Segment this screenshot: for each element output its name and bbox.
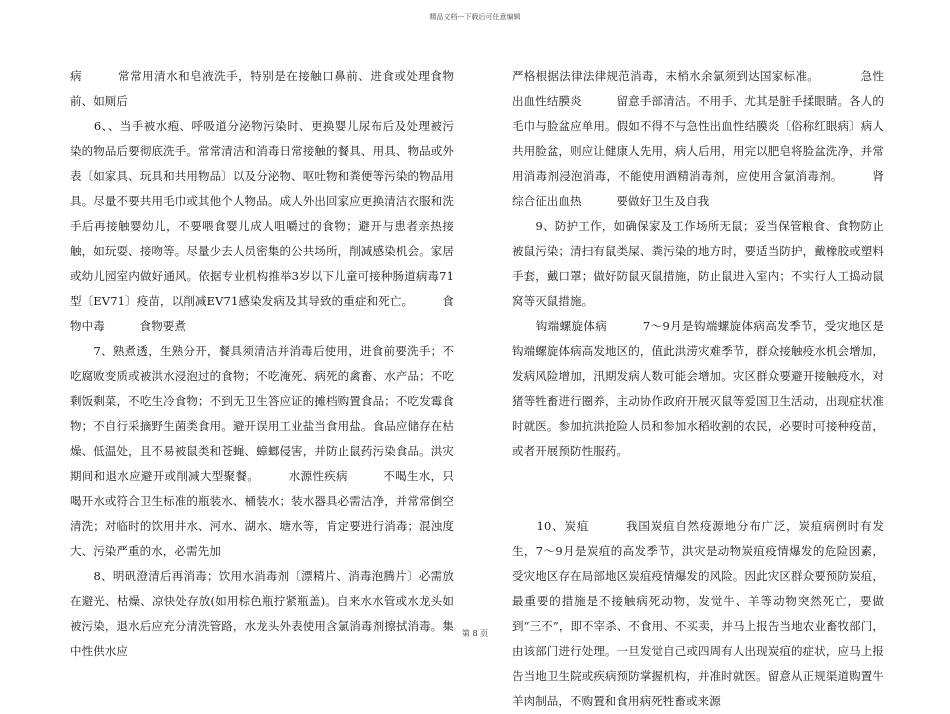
- paragraph: 10、炭疽 我国炭疽自然疫源地分布广泛，炭疽病例时有发生，7～9月是炭疽的高发季节，洪灾是动物炭疽疫情爆发的危险因素，受灾地区存在局部地区炭疽疫情爆发的风险。因此灾区群众要预防炭疽，最重要的措施是不接触病死动物，发觉牛、羊等动物突然死亡，要做到“三不”，即不宰杀、不食用、不买卖，并马上报告当地农业畜牧部门，由该部门进行处理。一旦发觉自己或四周有人出现炭疽的症状，应马上报告当地卫生院或疾病预防掌握机构，并准时就医。留意从正规渠道购置牛羊肉制品，不购置和食用病死牲畜或来源: [512, 519, 884, 708]
- page-header: 精品文档---下载后可任意编辑: [429, 13, 521, 21]
- paragraph: 钩端螺旋体病 7～9月是钩端螺旋体病高发季节，受灾地区是钩端螺旋体病高发地区的，值此洪涝灾难季节，群众接触疫水机会增加，发病风险增加，汛期发病人数可能会增加。灾区群众要避开接触疫水，对猪等牲畜进行圈养，主动协作政府开展灭鼠等爱国卫生活动，出现症状准时就医。参加抗洪抢险人员和参加水稻收割的农民，必要时可接种疫苗，或者开展预防性服药。: [512, 319, 884, 458]
- paragraph-gap: [512, 464, 884, 489]
- paragraph: 严格根据法律法律规范消毒，末梢水余氯须到达国家标准。 急性出血性结膜炎 留意手部清洁。不用手、尤其是脏手揉眼睛。各人的毛巾与脸盆应单用。假如不得不与急性出血性结膜炎〔俗称红眼病〕病人共用脸盆，则应让健康人先用，病人后用，用完以肥皂将脸盆洗净，并常用消毒剂浸泡消毒，不能使用酒精消毒剂，应使用含氯消毒剂。 肾综合征出血热 要做好卫生及自我: [512, 69, 884, 208]
- paragraph: 8、明矾澄清后再消毒；饮用水消毒剂〔漂精片、消毒泡腾片〕必需放在避光、枯燥、凉快处存放(如用棕色瓶拧紧瓶盖)。自来水水管或水龙头如被污染，退水后应充分清洗管路，水龙头外表使用含氯消毒剂擦拭消毒。集中性供水应: [70, 569, 454, 658]
- paragraph: 7、熟煮透，生熟分开，餐具须清洁并消毒后使用，进食前要洗手；不吃腐败变质或被洪水浸泡过的食物；不吃淹死、病死的禽畜、水产品；不吃剩饭剩菜，不吃生冷食物；不到无卫生答应证的摊档购置食品；不吃发霉食物；不自行采摘野生菌类食用。避开误用工业盐当食用盐。食品应储存在枯燥、低温处，且不易被鼠类和苍蝇、蟑螂侵害，并防止鼠药污染食品。洪灾期间和退水应避开或削减大型聚餐。 水源性疾病 不喝生水，只喝开水或符合卫生标准的瓶装水、桶装水；装水器具必需洁净，并常常倒空清洗；对临时的饮用井水、河水、湖水、塘水等，肯定要进行消毒；混浊度大、污染严重的水，必需先加: [70, 344, 454, 558]
- left-column: [70, 64, 454, 658]
- right-column: [512, 64, 884, 708]
- paragraph-gap: [512, 489, 884, 514]
- paragraph: 病 常常用清水和皂液洗手，特别是在接触口鼻前、进食或处理食物前、如厕后: [70, 69, 454, 108]
- page-number: 第 8 页: [461, 629, 489, 638]
- paragraph: 6、、当手被水疱、呼吸道分泌物污染时、更换婴儿尿布后及处理被污染的物品后要彻底洗手。常常清洁和消毒日常接触的餐具、用具、物品或外表〔如家具、玩具和共用物品〕以及分泌物、呕吐物和粪便等污染的物品用具。尽量不要共用毛巾或其他个人物品。成人外出回家应更换清洁衣服和洗手后再接触婴幼儿，不要喂食婴儿成人咀嚼过的食物；避开与患者亲热接触，如玩耍、接吻等。尽量少去人员密集的公共场所，削减感染机会。家居或幼儿园室内做好通风。依据专业机构推举3岁以下儿童可接种肠道病毒71型〔EV71〕疫苗，以削减EV71感染发病及其导致的重症和死亡。 食物中毒 食物要煮: [70, 119, 454, 333]
- paragraph: 9、防护工作，如确保家及工作场所无鼠；妥当保管粮食、食物防止被鼠污染；清扫有鼠类屎、粪污染的地方时，要适当防护，戴橡胶或塑料手套，戴口罩；做好防鼠灭鼠措施，防止鼠进入室内；不实行人工捣动鼠窝等灭鼠措施。: [512, 219, 884, 308]
